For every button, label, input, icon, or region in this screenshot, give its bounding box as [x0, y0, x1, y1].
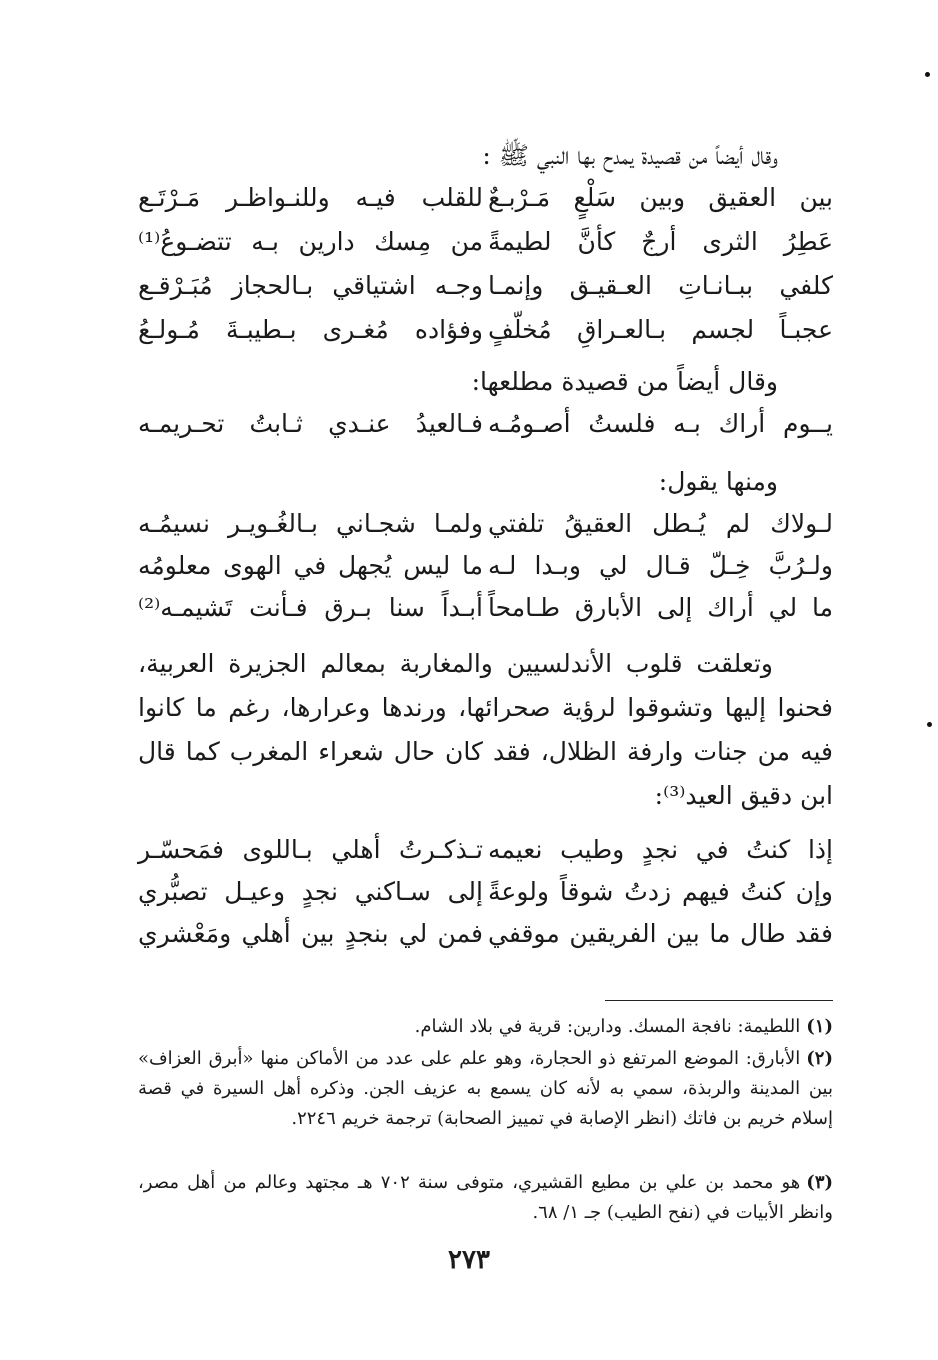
verse-first-hemistich: يــوم أراك بـه فلستُ أصـومُـه: [488, 409, 833, 438]
verse-first-hemistich: بين العقيق وبين سَلْعٍ مَـرْبـعٌ: [488, 183, 833, 212]
verse-second-hemistich: وفؤاده مُغـرى بـطيبـةَ مُـولـعُ: [138, 315, 483, 344]
verse-first-hemistich: وإن كنتُ فيهم زدتُ شوقاً ولوعةً: [488, 877, 833, 906]
prose-paragraph: [138, 642, 833, 818]
footnote-number: (٣): [806, 1172, 834, 1193]
verse-second-hemistich: فـالعيدُ عنـدي ثـابتُ تحـريمـه: [138, 409, 483, 438]
verse-line: [138, 402, 833, 446]
footnote-text: اللطيمة: نافجة المسك. ودارين: قرية في بلاد الشام.: [414, 1016, 801, 1037]
verse-line: [138, 308, 833, 352]
verse-second-hemistich: إلى سـاكني نجدٍ وعيـل تصبُّري: [138, 877, 483, 906]
footnote: [138, 1012, 833, 1042]
verse-first-hemistich: إذا كنتُ في نجدٍ وطيب نعيمه: [488, 835, 833, 864]
verse-line: [138, 586, 833, 630]
footnote-text: هو محمد بن علي بن مطيع القشيري، متوفى سنة ٧٠٢ هـ مجتهد وعالم من أهل مصر، وانظر الأبيات في (نفح الطيب) جـ ١/ ٦٨.: [138, 1172, 833, 1223]
scan-speck: [925, 72, 930, 77]
verse-second-hemistich: من مِسك دارين بـه تتضـوعُ⁽¹⁾: [138, 227, 483, 256]
footnote-text: الأبارق: الموضع المرتفع ذو الحجارة، وهو علم على عدد من الأماكن منها «أبرق العزاف» بين المدينة والربذة، سمي به لأنه كان يسمع به عزيف الجن. وذكره أهل السيرة في قصة إسلام خريم بن فاتك (انظر الإصابة في تمييز الصحابة) ترجمة خريم ٢٢٤٦.: [138, 1048, 833, 1129]
verse-line: [138, 220, 833, 264]
intro-line: وقال أيضاً من قصيدة مطلعها:: [471, 367, 778, 396]
verse-first-hemistich: ما لي أراك إلى الأبارق طـامحاً: [488, 593, 833, 622]
verse-line: [138, 176, 833, 220]
footnote: [138, 1044, 833, 1134]
verse-second-hemistich: فمن لي بنجدٍ بين أهلي ومَعْشري: [138, 919, 483, 948]
verse-first-hemistich: كلفي ببـانـاتِ العـقيـق وإنمـا: [488, 271, 833, 300]
verse-line: [138, 544, 833, 588]
intro-line: وقال أيضاً من قصيدة يمدح بها النبي ﷺ :: [482, 141, 778, 170]
verse-second-hemistich: ما ليس يُجهل في الهوى معلومُه: [138, 551, 483, 580]
footnote-number: (٢): [806, 1048, 833, 1069]
verse-second-hemistich: أبـداً سنا بـرق فـأنت تَشيمـه⁽²⁾: [138, 593, 483, 622]
page-number: ٢٧٣: [448, 1245, 490, 1275]
verse-line: [138, 912, 833, 956]
verse-first-hemistich: ولـرُبَّ خِـلّ قـال لي وبـدا لـه: [488, 551, 833, 580]
verse-first-hemistich: عَطِرُ الثرى أرجٌ كأنَّ لطيمةً: [488, 227, 833, 256]
verse-line: [138, 870, 833, 914]
verse-second-hemistich: ولمـا شجـاني بـالغُـويـر نسيمُـه: [138, 509, 483, 538]
verse-line: [138, 502, 833, 546]
footnote-number: (١): [806, 1016, 833, 1037]
intro-line: ومنها يقول:: [658, 467, 778, 496]
scan-speck: [927, 722, 932, 727]
verse-first-hemistich: عجبـاً لجسم بـالعـراقِ مُخلّفٍ: [488, 315, 833, 344]
verse-first-hemistich: لـولاك لم يُـطل العقيقُ تلفتي: [488, 509, 833, 538]
footnote: [138, 1168, 833, 1228]
footnote-separator: [605, 1000, 833, 1001]
verse-second-hemistich: تـذكـرتُ أهلي بـاللوى فمَحسّـر: [138, 835, 483, 864]
paragraph-text: وتعلقت قلوب الأندلسيين والمغاربة بمعالم الجزيرة العربية، فحنوا إليها وتشوقوا لرؤية صحرائها، ورندها وعرارها، رغم ما كانوا فيه من جنات وارفة الظلال، فقد كان حال شعراء المغرب كما قال ابن دقيق العيد⁽³⁾:: [138, 649, 833, 810]
verse-second-hemistich: وجـه اشتياقي بـالحجاز مُبَـرْقـع: [138, 271, 483, 300]
verse-line: [138, 264, 833, 308]
verse-second-hemistich: للقلب فيـه وللنـواظـر مَـرْتَـع: [138, 183, 483, 212]
verse-first-hemistich: فقد طال ما بين الفريقين موقفي: [488, 919, 833, 948]
verse-line: [138, 828, 833, 872]
